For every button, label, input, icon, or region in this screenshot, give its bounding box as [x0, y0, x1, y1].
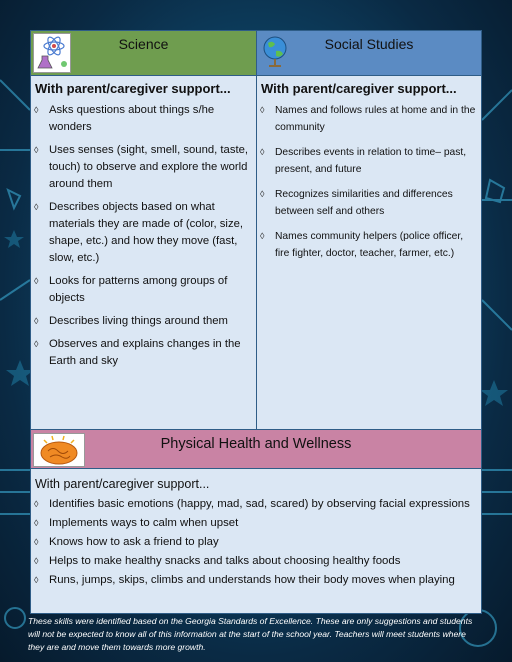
footer-note: These skills were identified based on the Georgia Standards of Excellence. These are only suggestions and students will not be expected to know all of this information at the start of the school year. Teachers will meet students where they are and move them towards more growth.: [28, 616, 473, 652]
diamond-bullet-icon: ◊: [34, 518, 39, 528]
science-support-label: With parent/caregiver support...: [35, 81, 231, 96]
diamond-bullet-icon: ◊: [34, 575, 39, 585]
list-item: ◊ Names community helpers (police officer, fire fighter, doctor, teacher, farmer, etc.): [257, 228, 481, 262]
diamond-bullet-icon: ◊: [34, 202, 39, 212]
list-item: ◊ Describes living things around them: [31, 313, 256, 330]
social-studies-title: Social Studies: [324, 36, 414, 52]
globe-icon: [260, 33, 292, 69]
list-item: ◊ Observes and explains changes in the Earth and sky: [34, 338, 241, 367]
list-item: ◊ Helps to make healthy snacks and talks about choosing healthy foods: [34, 555, 401, 567]
list-item: ◊ Recognizes similarities and differences between self and others: [257, 186, 481, 220]
diamond-bullet-icon: ◊: [34, 556, 39, 566]
diamond-bullet-icon: ◊: [34, 537, 39, 547]
list-item: ◊ Uses senses (sight, smell, sound, taste, touch) to observe and explore the world around them: [34, 144, 249, 190]
diamond-bullet-icon: ◊: [34, 339, 39, 349]
skills-sheet: [30, 30, 482, 614]
science-column: [31, 75, 257, 429]
diamond-bullet-icon: ◊: [34, 105, 39, 115]
social-skill-list: [257, 102, 481, 262]
physical-health-header: [31, 429, 481, 469]
social-support-label: With parent/caregiver support...: [261, 81, 457, 96]
list-item: ◊ Names and follows rules at home and in the community: [257, 102, 481, 136]
list-item: ◊ Describes events in relation to time– past, present, and future: [257, 144, 481, 178]
list-item: ◊ Describes objects based on what materials they are made of (color, size, shape, etc.) and how they move (fast, slow, etc.): [34, 201, 244, 264]
social-studies-column: [257, 75, 481, 429]
diamond-bullet-icon: ◊: [260, 231, 265, 241]
diamond-bullet-icon: ◊: [260, 147, 265, 157]
list-item: ◊ Identifies basic emotions (happy, mad, sad, scared) by observing facial expressions: [34, 498, 470, 510]
diamond-bullet-icon: ◊: [260, 105, 265, 115]
list-item: ◊ Asks questions about things s/he wonders: [34, 104, 215, 133]
science-title: Science: [118, 36, 169, 52]
diamond-bullet-icon: ◊: [34, 145, 39, 155]
atom-flask-icon: [33, 33, 71, 73]
brain-icon: [33, 433, 85, 467]
list-item: ◊ Looks for patterns among groups of objects: [34, 275, 228, 304]
list-item: ◊ Knows how to ask a friend to play: [34, 536, 219, 548]
list-item: ◊ Implements ways to calm when upset: [34, 517, 239, 529]
diamond-bullet-icon: ◊: [260, 189, 265, 199]
physical-health-title: Physical Health and Wellness: [160, 436, 352, 452]
science-skill-list: [31, 102, 256, 370]
list-item: ◊ Runs, jumps, skips, climbs and understands how their body moves when playing: [34, 574, 455, 586]
physical-health-column: [31, 469, 481, 613]
physical-skill-list: [31, 497, 481, 588]
diamond-bullet-icon: ◊: [34, 316, 39, 326]
physical-support-label: With parent/caregiver support...: [35, 477, 210, 491]
diamond-bullet-icon: ◊: [34, 499, 39, 509]
diamond-bullet-icon: ◊: [34, 276, 39, 286]
